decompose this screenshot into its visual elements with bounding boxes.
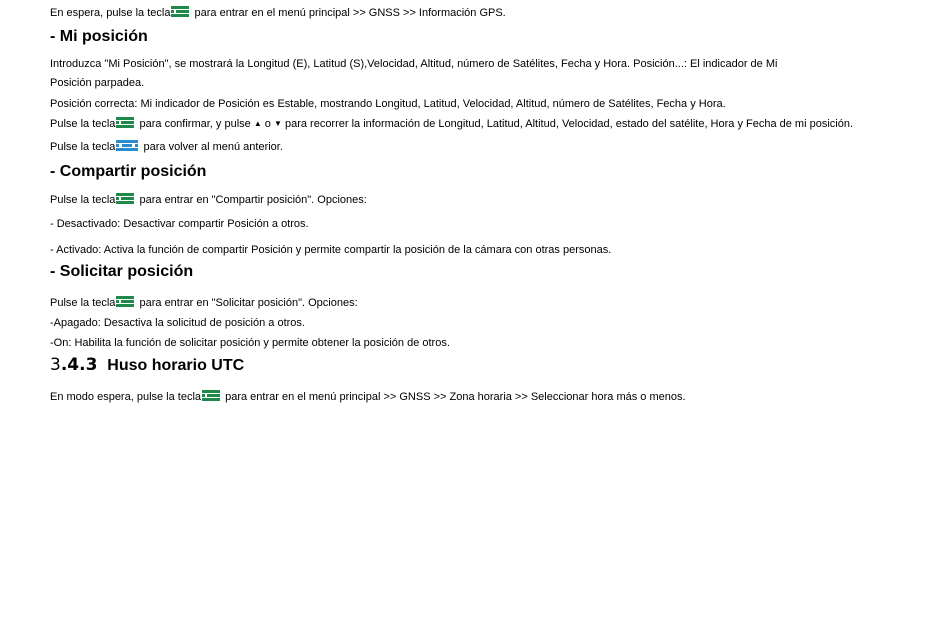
- solicitar-line-2: -Apagado: Desactiva la solicitud de posición a otros.: [50, 317, 305, 329]
- mi-posicion-line-2: Posición parpadea.: [50, 77, 145, 89]
- line5-text-post: para volver al menú anterior.: [140, 141, 283, 153]
- heading-solicitar-posicion: - Solicitar posición: [50, 263, 194, 280]
- intro-text-pre: En espera, pulse la tecla: [50, 7, 171, 19]
- compartir-line-3: - Activado: Activa la función de compartir Posición y permite compartir la posición de la cámara con otras personas.: [50, 244, 612, 256]
- line4-text-mid: para confirmar, y pulse: [136, 118, 254, 130]
- heading-compartir-posicion: - Compartir posición: [50, 163, 207, 180]
- compartir-line-1: [50, 193, 367, 207]
- heading-huso-horario: [50, 355, 244, 376]
- compartir-text-post: para entrar en "Compartir posición". Opciones:: [136, 194, 367, 206]
- green-menu-key-icon: [171, 6, 189, 17]
- green-menu-key-icon: [202, 390, 220, 401]
- huso-text-post: para entrar en el menú principal >> GNSS >> Zona horaria >> Seleccionar hora más o menos.: [222, 391, 686, 403]
- line4-text-o: o: [261, 118, 274, 130]
- mi-posicion-line-4: [50, 117, 853, 131]
- line5-text-pre: Pulse la tecla: [50, 141, 116, 153]
- solicitar-line-3: -On: Habilita la función de solicitar posición y permite obtener la posición de otros.: [50, 337, 450, 349]
- compartir-line-2: - Desactivado: Desactivar compartir Posición a otros.: [50, 218, 309, 230]
- mi-posicion-line-5: [50, 140, 283, 154]
- huso-text-pre: En modo espera, pulse la tecla: [50, 391, 202, 403]
- huso-line-1: [50, 390, 686, 404]
- line4-text-pre: Pulse la tecla: [50, 118, 116, 130]
- green-menu-key-icon: [116, 296, 134, 307]
- section-number: 3.4.3: [50, 355, 98, 375]
- heading-mi-posicion: - Mi posición: [50, 28, 148, 45]
- intro-text-post: para entrar en el menú principal >> GNSS >> Información GPS.: [191, 7, 506, 19]
- solicitar-line-1: [50, 296, 358, 310]
- section-title: Huso horario UTC: [107, 357, 245, 374]
- down-triangle-icon: ▼: [273, 119, 282, 128]
- solicitar-text-post: para entrar en "Solicitar posición". Opciones:: [136, 297, 358, 309]
- mi-posicion-line-3: Posición correcta: Mi indicador de Posición es Estable, mostrando Longitud, Latitud, Velocidad, Altitud, número de Satélites, Fecha y Hora.: [50, 98, 726, 110]
- green-menu-key-icon: [116, 193, 134, 204]
- intro-line: [50, 6, 506, 20]
- solicitar-text-pre: Pulse la tecla: [50, 297, 116, 309]
- up-triangle-icon: ▲: [253, 119, 262, 128]
- blue-back-key-icon: [116, 140, 138, 151]
- compartir-text-pre: Pulse la tecla: [50, 194, 116, 206]
- line4-text-post: para recorrer la información de Longitud, Latitud, Altitud, Velocidad, estado del satélite, Hora y Fecha de mi posición.: [281, 118, 854, 130]
- green-menu-key-icon: [116, 117, 134, 128]
- mi-posicion-line-1: Introduzca "Mi Posición", se mostrará la Longitud (E), Latitud (S),Velocidad, Altitud, número de Satélites, Fecha y Hora. Posición...: El indicador de Mi: [50, 58, 778, 70]
